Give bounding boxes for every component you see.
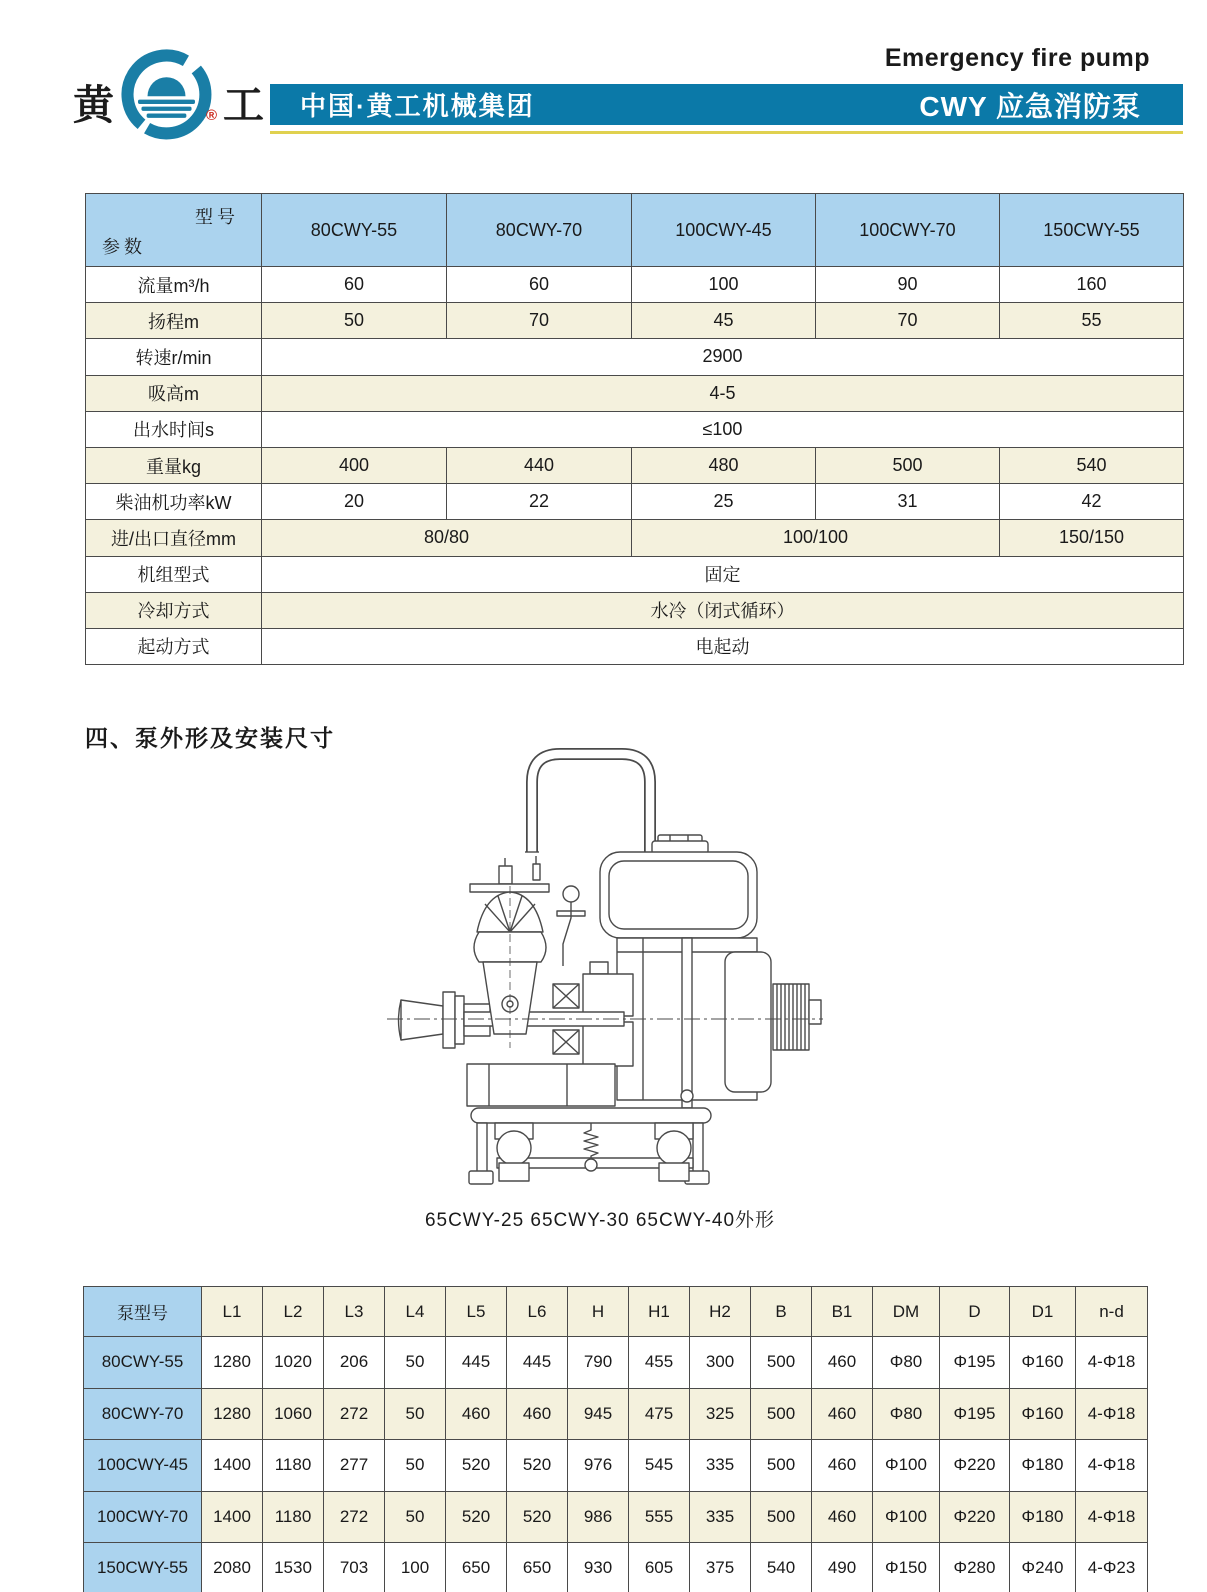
- dim-header-cell: D: [940, 1287, 1010, 1337]
- spec-cell: 55: [1000, 303, 1184, 339]
- dim-cell: 50: [385, 1388, 446, 1440]
- engine: [617, 938, 821, 1108]
- dim-header-cell: L2: [263, 1287, 324, 1337]
- dim-cell: 460: [812, 1440, 873, 1492]
- dim-cell: Φ150: [873, 1543, 940, 1592]
- spec-cell: 400: [262, 447, 447, 483]
- dim-header-row: [84, 1287, 1148, 1337]
- dim-cell: 650: [507, 1543, 568, 1592]
- dim-header-cell: B1: [812, 1287, 873, 1337]
- dim-row: [84, 1337, 1148, 1389]
- spec-row: [86, 628, 1184, 664]
- dim-cell: 475: [629, 1388, 690, 1440]
- dim-header-cell: 泵型号: [84, 1287, 202, 1337]
- dim-cell: 1530: [263, 1543, 324, 1592]
- spec-cell: 480: [632, 447, 816, 483]
- spec-row: [86, 375, 1184, 411]
- spec-cell: 60: [447, 267, 632, 303]
- dim-cell: 545: [629, 1440, 690, 1492]
- dim-cell: 490: [812, 1543, 873, 1592]
- dim-cell: 50: [385, 1337, 446, 1389]
- dim-cell: 4-Φ18: [1076, 1337, 1148, 1389]
- dim-cell: 1020: [263, 1337, 324, 1389]
- dim-cell: 277: [324, 1440, 385, 1492]
- spec-corner-cell: [86, 194, 262, 267]
- dim-row: [84, 1440, 1148, 1492]
- dim-cell: 945: [568, 1388, 629, 1440]
- dim-cell: 555: [629, 1491, 690, 1543]
- dim-table: [83, 1286, 1148, 1592]
- control-lever: [557, 886, 585, 966]
- dim-cell: 703: [324, 1543, 385, 1592]
- spec-row-label: 流量m³/h: [86, 267, 262, 303]
- spec-row-label: 柴油机功率kW: [86, 484, 262, 520]
- dim-cell: Φ280: [940, 1543, 1010, 1592]
- spec-row: [86, 447, 1184, 483]
- dim-cell: Φ160: [1010, 1388, 1076, 1440]
- spec-cell: 电起动: [262, 628, 1184, 664]
- dim-cell: 520: [507, 1440, 568, 1492]
- spec-cell: 60: [262, 267, 447, 303]
- dim-cell: 455: [629, 1337, 690, 1389]
- spec-model-header: 80CWY-70: [447, 194, 632, 267]
- corner-label-param: 参数: [102, 237, 146, 257]
- spec-cell: 100/100: [632, 520, 1000, 556]
- spec-cell: 80/80: [262, 520, 632, 556]
- dim-header-cell: H2: [690, 1287, 751, 1337]
- spec-table: [85, 193, 1184, 665]
- spec-model-header: 100CWY-70: [816, 194, 1000, 267]
- dim-cell: 500: [751, 1440, 812, 1492]
- dim-cell: Φ80: [873, 1337, 940, 1389]
- spec-cell: 25: [632, 484, 816, 520]
- dim-cell: 500: [751, 1491, 812, 1543]
- dim-cell: 460: [507, 1388, 568, 1440]
- dim-cell: 300: [690, 1337, 751, 1389]
- spec-cell: 70: [816, 303, 1000, 339]
- spec-cell: 20: [262, 484, 447, 520]
- dim-header-cell: L4: [385, 1287, 446, 1337]
- dim-cell: 520: [507, 1491, 568, 1543]
- spec-row: [86, 556, 1184, 592]
- spec-row: [86, 484, 1184, 520]
- company-emblem-icon: [119, 47, 214, 142]
- page-title-cn: CWY 应急消防泵: [919, 90, 1141, 122]
- company-logo: [70, 45, 280, 150]
- spec-cell: 31: [816, 484, 1000, 520]
- dim-cell: 4-Φ18: [1076, 1440, 1148, 1492]
- spec-cell: ≤100: [262, 411, 1184, 447]
- dim-cell: 445: [507, 1337, 568, 1389]
- dim-row-label: 150CWY-55: [84, 1543, 202, 1592]
- dim-cell: 520: [446, 1491, 507, 1543]
- dim-cell: 4-Φ18: [1076, 1491, 1148, 1543]
- spec-row: [86, 303, 1184, 339]
- spec-cell: 45: [632, 303, 816, 339]
- dim-header-cell: DM: [873, 1287, 940, 1337]
- dim-cell: 986: [568, 1491, 629, 1543]
- figure-caption: 65CWY-25 65CWY-30 65CWY-40外形: [424, 1210, 776, 1231]
- dim-cell: 445: [446, 1337, 507, 1389]
- handle: [525, 754, 650, 852]
- dim-cell: 335: [690, 1491, 751, 1543]
- fuel-tank: [600, 835, 757, 938]
- section-title: 四、泵外形及安装尺寸: [85, 725, 335, 751]
- spec-header-row: [86, 194, 1184, 267]
- spec-cell: 500: [816, 447, 1000, 483]
- dim-cell: 1180: [263, 1440, 324, 1492]
- dim-row-label: 100CWY-70: [84, 1491, 202, 1543]
- spec-cell: 50: [262, 303, 447, 339]
- dim-cell: Φ195: [940, 1337, 1010, 1389]
- spec-row-label: 吸高m: [86, 375, 262, 411]
- dim-cell: 375: [690, 1543, 751, 1592]
- dim-cell: 540: [751, 1543, 812, 1592]
- dim-row-label: 80CWY-55: [84, 1337, 202, 1389]
- header-underline: [270, 131, 1183, 134]
- spec-cell: 100: [632, 267, 816, 303]
- spec-row: [86, 592, 1184, 628]
- dim-cell: 1400: [202, 1440, 263, 1492]
- dim-cell: 460: [446, 1388, 507, 1440]
- dim-cell: 50: [385, 1440, 446, 1492]
- dim-cell: 50: [385, 1491, 446, 1543]
- dim-header-cell: D1: [1010, 1287, 1076, 1337]
- spec-cell: 固定: [262, 556, 1184, 592]
- dim-cell: Φ180: [1010, 1491, 1076, 1543]
- spec-row-label: 机组型式: [86, 556, 262, 592]
- dim-cell: 520: [446, 1440, 507, 1492]
- spec-cell: 70: [447, 303, 632, 339]
- dim-cell: 206: [324, 1337, 385, 1389]
- dim-cell: 605: [629, 1543, 690, 1592]
- company-name: 中国·黄工机械集团: [300, 91, 535, 121]
- spec-cell: 水冷（闭式循环）: [262, 592, 1184, 628]
- dim-cell: Φ240: [1010, 1543, 1076, 1592]
- spec-row-label: 出水时间s: [86, 411, 262, 447]
- base-frame: [469, 1108, 711, 1184]
- header-banner: [270, 84, 1183, 125]
- spec-row: [86, 267, 1184, 303]
- dim-cell: 1060: [263, 1388, 324, 1440]
- pump-outline-drawing: [385, 738, 825, 1188]
- spec-model-header: 80CWY-55: [262, 194, 447, 267]
- spec-row-label: 起动方式: [86, 628, 262, 664]
- dim-row-label: 80CWY-70: [84, 1388, 202, 1440]
- dim-cell: Φ100: [873, 1491, 940, 1543]
- spec-model-header: 100CWY-45: [632, 194, 816, 267]
- spec-row-label: 扬程m: [86, 303, 262, 339]
- dim-cell: Φ220: [940, 1491, 1010, 1543]
- spec-cell: 150/150: [1000, 520, 1184, 556]
- dim-cell: 325: [690, 1388, 751, 1440]
- dim-cell: Φ195: [940, 1388, 1010, 1440]
- logo-char-left: 黄: [73, 82, 114, 128]
- spec-cell: 440: [447, 447, 632, 483]
- registered-mark: ®: [206, 107, 218, 124]
- dim-cell: 272: [324, 1491, 385, 1543]
- dim-cell: Φ180: [1010, 1440, 1076, 1492]
- spec-row-label: 进/出口直径mm: [86, 520, 262, 556]
- dim-cell: 930: [568, 1543, 629, 1592]
- dim-cell: 272: [324, 1388, 385, 1440]
- dim-cell: 4-Φ18: [1076, 1388, 1148, 1440]
- dim-header-cell: L3: [324, 1287, 385, 1337]
- dim-header-cell: L6: [507, 1287, 568, 1337]
- dim-cell: 460: [812, 1388, 873, 1440]
- dim-row: [84, 1388, 1148, 1440]
- dim-header-cell: L1: [202, 1287, 263, 1337]
- dim-header-cell: n-d: [1076, 1287, 1148, 1337]
- logo-char-right: 工: [223, 82, 264, 128]
- spec-cell: 42: [1000, 484, 1184, 520]
- dim-cell: 1280: [202, 1388, 263, 1440]
- corner-label-model: 型号: [195, 207, 239, 227]
- spec-cell: 160: [1000, 267, 1184, 303]
- dim-cell: 650: [446, 1543, 507, 1592]
- spec-row: [86, 520, 1184, 556]
- dim-row: [84, 1543, 1148, 1592]
- dim-cell: 460: [812, 1337, 873, 1389]
- dim-row-label: 100CWY-45: [84, 1440, 202, 1492]
- dim-cell: 460: [812, 1491, 873, 1543]
- dim-cell: 1180: [263, 1491, 324, 1543]
- spec-cell: 2900: [262, 339, 1184, 375]
- dim-cell: 1280: [202, 1337, 263, 1389]
- dim-cell: Φ220: [940, 1440, 1010, 1492]
- spec-row-label: 重量kg: [86, 447, 262, 483]
- dim-header-cell: L5: [446, 1287, 507, 1337]
- dim-cell: 500: [751, 1388, 812, 1440]
- spec-cell: 540: [1000, 447, 1184, 483]
- dim-cell: Φ80: [873, 1388, 940, 1440]
- dim-row: [84, 1491, 1148, 1543]
- dim-header-cell: B: [751, 1287, 812, 1337]
- dim-cell: 1400: [202, 1491, 263, 1543]
- spec-row: [86, 339, 1184, 375]
- spec-cell: 90: [816, 267, 1000, 303]
- spec-model-header: 150CWY-55: [1000, 194, 1184, 267]
- dim-cell: 100: [385, 1543, 446, 1592]
- dim-cell: 976: [568, 1440, 629, 1492]
- dim-cell: 790: [568, 1337, 629, 1389]
- spec-row-label: 冷却方式: [86, 592, 262, 628]
- spec-cell: 22: [447, 484, 632, 520]
- page-title-en: Emergency fire pump: [884, 44, 1150, 72]
- dim-header-cell: H1: [629, 1287, 690, 1337]
- spec-cell: 4-5: [262, 375, 1184, 411]
- dim-cell: Φ100: [873, 1440, 940, 1492]
- dim-header-cell: H: [568, 1287, 629, 1337]
- dim-cell: 335: [690, 1440, 751, 1492]
- dim-cell: 500: [751, 1337, 812, 1389]
- dim-cell: 4-Φ23: [1076, 1543, 1148, 1592]
- spec-row-label: 转速r/min: [86, 339, 262, 375]
- spec-row: [86, 411, 1184, 447]
- dim-cell: 2080: [202, 1543, 263, 1592]
- dim-cell: Φ160: [1010, 1337, 1076, 1389]
